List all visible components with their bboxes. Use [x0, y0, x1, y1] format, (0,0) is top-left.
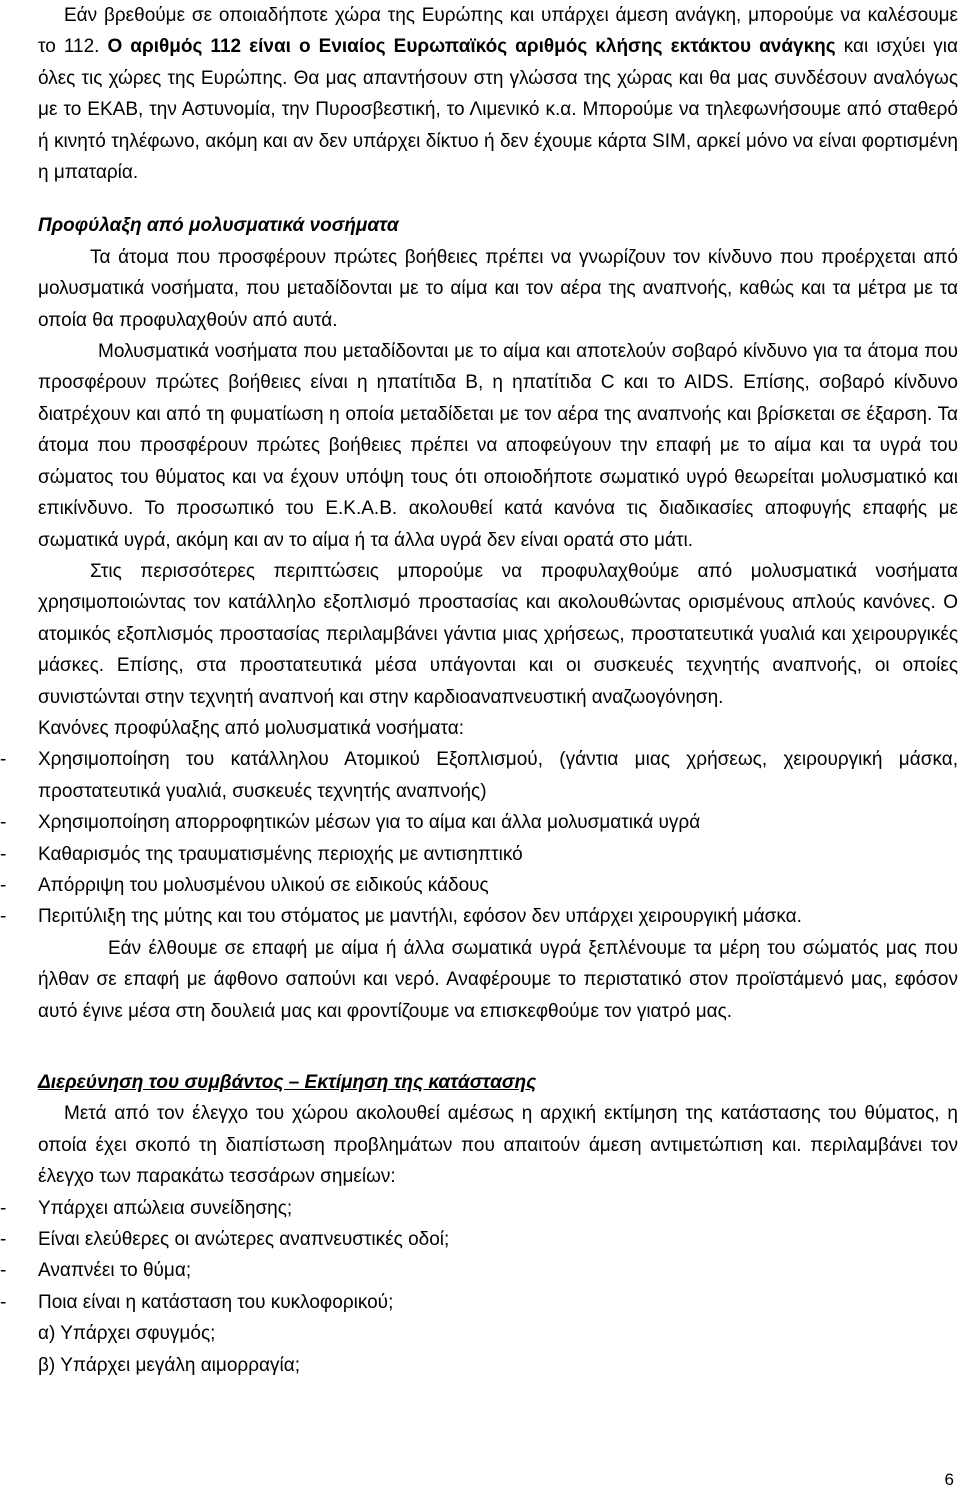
- paragraph-bloodborne: Μολυσματικά νοσήματα που μεταδίδονται με το αίμα και αποτελούν σοβαρό κίνδυνο για τα άτομα που προσφέρουν πρώτες βοήθειες είναι η ηπατίτιδα Β, η ηπατίτιδα C και το AIDS. Επίσης, σοβαρό κίνδυνο διατρέχουν και από τη φυματίωση η οποία μεταδίδεται με τον αέρα της αναπνοής και βρίσκεται σε έξαρση. Τα άτομα που προσφέρουν πρώτες βοήθειες πρέπει να αποφεύγουν την επαφή με το αίμα και τα υγρά του σώματος του θύματος και να έχουν υπόψη τους ότι οποιοδήποτε σωματικό υγρό θεωρείται μολυσματικό και επικίνδυνο. Το προσωπικό του Ε.Κ.Α.Β. ακολουθεί κατά κανόνα τις διαδικασίες αποφυγής επαφής με σωματικά υγρά, ακόμη και αν το αίμα ή τα άλλα υγρά δεν είναι ορατά στο μάτι.: [38, 341, 958, 551]
- list-item: - Υπάρχει απώλεια συνείδησης;: [0, 1197, 293, 1219]
- list-item: - Χρησιμοποίηση απορροφητικών μέσων για το αίμα και άλλα μολυσματικά υγρά: [0, 812, 701, 834]
- list-item: - Καθαρισμός της τραυματισμένης περιοχής με αντισηπτικό: [0, 843, 523, 865]
- list-item: - Αναπνέει το θύμα;: [0, 1260, 192, 1282]
- paragraph-protection-equipment: Στις περισσότερες περιπτώσεις μπορούμε να προφυλαχθούμε από μολυσματικά νοσήματα χρησιμοποιώντας τον κατάλληλο εξοπλισμό προστασίας και ακολουθώντας ορισμένους απλούς κανόνες. Ο ατομικός εξοπλισμός προστασίας περιλαμβάνει γάντια μιας χρήσεως, προστατευτικά γυαλιά και χειρουργικές μάσκες. Επίσης, στα προστατευτικά μέσα υπάγονται και οι συσκευές τεχνητής αναπνοής, οι οποίες συνιστώνται στην τεχνητή αναπνοή και στην καρδιοαναπνευστική αναζωογόνηση.: [38, 560, 958, 708]
- page-number: 6: [944, 1470, 954, 1489]
- intro-text-a: Εάν βρεθούμε σε οποιαδήποτε χώρα της Ευρώπης και υπάρχει άμεση ανάγκη, μπορούμε να καλέσουμε το 112.: [38, 5, 958, 58]
- intro-text-b: και ισχύει για όλες τις χώρες της Ευρώπης. Θα μας απαντήσουν στη γλώσσα της χώρας και θα μας συνδέσουν αναλόγως με το ΕΚΑΒ, την Αστυνομία, την Πυροσβεστική, το Λιμενικό κ.α. Μπορούμε να τηλεφωνήσουμε από σταθερό ή κινητό τηλέφωνο, ακόμη και αν δεν υπάρχει δίκτυο ή δεν έχουμε κάρτα SIM, αρκεί μόνο να είναι φορτισμένη η μπαταρία.: [38, 36, 958, 184]
- rules-title: Κανόνες προφύλαξης από μολυσματικά νοσήματα:: [38, 717, 465, 739]
- section-heading-infection: Προφύλαξη από μολυσματικά νοσήματα: [38, 215, 399, 237]
- list-item: - Είναι ελεύθερες οι ανώτερες αναπνευστικές οδοί;: [0, 1229, 450, 1251]
- paragraph-exposure: Εάν έλθουμε σε επαφή με αίμα ή άλλα σωματικά υγρά ξεπλένουμε τα μέρη του σώματός μας που ήλθαν σε επαφή με άφθονο σαπούνι και νερό. Αναφέρουμε το περιστατικό στον προϊστάμενό μας, εφόσον αυτό έγινε μέσα στη δουλειά μας και φροντίζουμε να επισκεφθούμε τον γιατρό μας.: [38, 937, 958, 1022]
- list-item: - Χρησιμοποίηση του κατάλληλου Ατομικού Εξοπλισμού, (γάντια μιας χρήσεως, χειρουργική μάσκα, προστατευτικά γυαλιά, συσκευές τεχνητής αναπνοής): [0, 749, 958, 802]
- list-item: - Απόρριψη του μολυσμένου υλικού σε ειδικούς κάδους: [0, 874, 489, 896]
- list-item: - Ποια είναι η κατάσταση του κυκλοφορικού;: [0, 1291, 394, 1313]
- list-item: - Περιτύλιξη της μύτης και του στόματος με μαντήλι, εφόσον δεν υπάρχει χειρουργική μάσκα.: [0, 906, 802, 928]
- intro-emphasis: Ο αριθμός 112 είναι ο Ενιαίος Ευρωπαϊκός αριθμός κλήσης εκτάκτου ανάγκης: [107, 36, 836, 58]
- sub-item-pulse: α) Υπάρχει σφυγμός;: [38, 1323, 216, 1345]
- paragraph-assessment: Μετά από τον έλεγχο του χώρου ακολουθεί αμέσως η αρχική εκτίμηση της κατάστασης του θύματος, η οποία έχει σκοπό τη διαπίστωση προβλημάτων που απαιτούν άμεση αντιμετώπιση και. περιλαμβάνει τον έλεγχο των παρακάτω τεσσάρων σημείων:: [38, 1103, 958, 1188]
- intro-paragraph: [38, 0, 958, 188]
- rules-list: [0, 744, 958, 932]
- section-heading-assessment: Διερεύνηση του συμβάντος – Εκτίμηση της κατάστασης: [38, 1072, 537, 1093]
- paragraph-infection-risk: Τα άτομα που προσφέρουν πρώτες βοήθειες πρέπει να γνωρίζουν τον κίνδυνο που προέρχεται από μολυσματικά νοσήματα, που μεταδίδονται με το αίμα και τον αέρα της αναπνοής, καθώς και τα μέτρα με τα οποία θα προφυλαχθούν από αυτά.: [38, 246, 958, 331]
- assessment-points-list: [0, 1193, 958, 1319]
- sub-item-bleeding: β) Υπάρχει μεγάλη αιμορραγία;: [38, 1354, 300, 1376]
